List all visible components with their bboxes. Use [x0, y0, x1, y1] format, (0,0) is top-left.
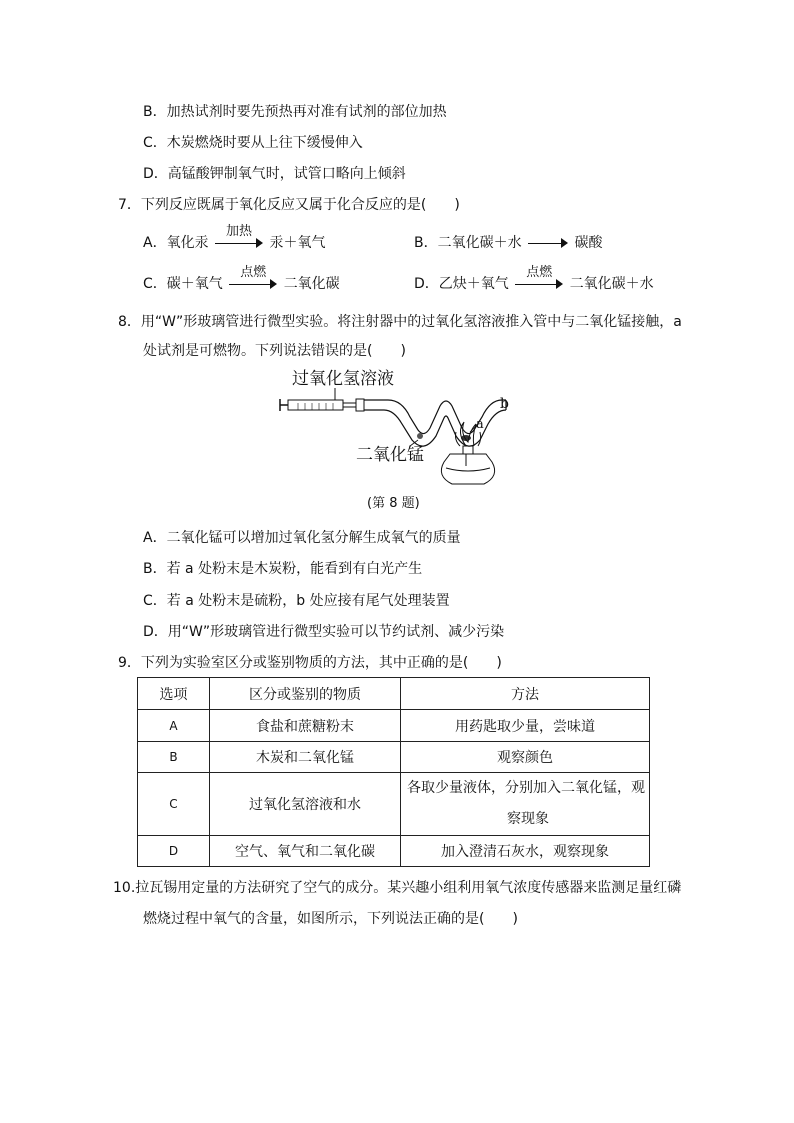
q8-option-d: D．用“W”形玻璃管进行微型实验可以节约试剂、减少污染: [143, 624, 505, 640]
table-cell: [401, 773, 650, 836]
manganese-dioxide-spot: [417, 433, 423, 439]
q7-a-product: 汞＋氧气: [269, 235, 326, 251]
q8-option-b: B．若 a 处粉末是木炭粉，能看到有白光产生: [143, 561, 423, 577]
q10-stem-line1: 10.拉瓦锡用定量的方法研究了空气的成分。某兴趣小组利用氧气浓度传感器来监测足量红磷: [113, 880, 682, 896]
label-b: b: [500, 396, 509, 412]
q6-option-d: D．高锰酸钾制氧气时，试管口略向上倾斜: [143, 166, 406, 182]
q10-stem-line2: 燃烧过程中氧气的含量，如图所示，下列说法正确的是( ): [143, 911, 518, 927]
table-cell-line: 各取少量液体，分别加入二氧化锰，观: [407, 780, 645, 796]
table-row: [138, 836, 650, 867]
q9-stem: 9．下列为实验室区分或鉴别物质的方法，其中正确的是( ): [118, 655, 502, 671]
q8-option-a: A．二氧化锰可以增加过氧化氢分解生成氧气的质量: [143, 530, 461, 546]
table-header-cell: 选项: [138, 678, 210, 710]
table-cell: 过氧化氢溶液和水: [210, 773, 401, 836]
q7-option-a: [143, 224, 326, 253]
label-a: a: [476, 417, 484, 432]
table-header-cell: 区分或鉴别的物质: [210, 678, 401, 710]
table-cell: 加入澄清石灰水，观察现象: [401, 836, 650, 867]
q7-stem: 7．下列反应既属于氧化反应又属于化合反应的是( ): [118, 197, 460, 213]
table-cell: 观察颜色: [401, 742, 650, 773]
table-header-row: [138, 678, 650, 710]
q7-b-reactant: B．二氧化碳＋水: [414, 235, 522, 251]
syringe-icon: [280, 399, 364, 411]
reaction-arrow: [229, 265, 277, 294]
table-cell: D: [138, 836, 210, 867]
table-row: [138, 773, 650, 836]
reaction-arrow: [528, 233, 568, 253]
table-header-cell: 方法: [401, 678, 650, 710]
table-cell: 木炭和二氧化锰: [210, 742, 401, 773]
reaction-arrow: [215, 224, 263, 253]
label-hydrogen-peroxide: 过氧化氢溶液: [292, 369, 394, 389]
table-row: [138, 710, 650, 742]
reaction-condition: 加热: [226, 224, 253, 239]
figure-caption: (第 8 题): [367, 496, 420, 511]
w-tube-apparatus-figure: [270, 362, 530, 492]
w-shaped-glass-tube: [364, 400, 506, 446]
q7-option-d: [414, 265, 654, 294]
q6-option-c: C．木炭燃烧时要从上往下缓慢伸入: [143, 135, 363, 151]
q9-table: [137, 677, 650, 867]
q7-a-reactant: A．氧化汞: [143, 235, 209, 251]
alcohol-lamp-icon: [441, 422, 494, 484]
table-cell-line: 察现象: [507, 811, 549, 827]
reaction-condition: 点燃: [240, 265, 267, 280]
reaction-arrow: [515, 265, 563, 294]
q7-c-product: 二氧化碳: [283, 276, 340, 292]
table-row: [138, 742, 650, 773]
q7-c-reactant: C．碳＋氧气: [143, 276, 223, 292]
table-cell: 用药匙取少量，尝味道: [401, 710, 650, 742]
q7-b-product: 碳酸: [574, 235, 603, 251]
table-cell: C: [138, 773, 210, 836]
q7-d-product: 二氧化碳＋水: [569, 276, 654, 292]
q7-option-c: [143, 265, 340, 294]
q6-option-b: B．加热试剂时要先预热再对准有试剂的部位加热: [143, 104, 447, 120]
label-manganese-dioxide: 二氧化锰: [356, 445, 424, 465]
q8-option-c: C．若 a 处粉末是硫粉，b 处应接有尾气处理装置: [143, 593, 450, 609]
reaction-condition: 点燃: [526, 265, 553, 280]
table-cell: 食盐和蔗糖粉末: [210, 710, 401, 742]
table-cell: 空气、氧气和二氧化碳: [210, 836, 401, 867]
q8-stem-line2: 处试剂是可燃物。下列说法错误的是( ): [143, 343, 406, 359]
table-cell: B: [138, 742, 210, 773]
table-cell: A: [138, 710, 210, 742]
q7-option-b: [414, 233, 603, 253]
q7-d-reactant: D．乙炔＋氧气: [414, 276, 509, 292]
q8-stem-line1: 8．用“W”形玻璃管进行微型实验。将注射器中的过氧化氢溶液推入管中与二氧化锰接触，a: [118, 314, 682, 330]
